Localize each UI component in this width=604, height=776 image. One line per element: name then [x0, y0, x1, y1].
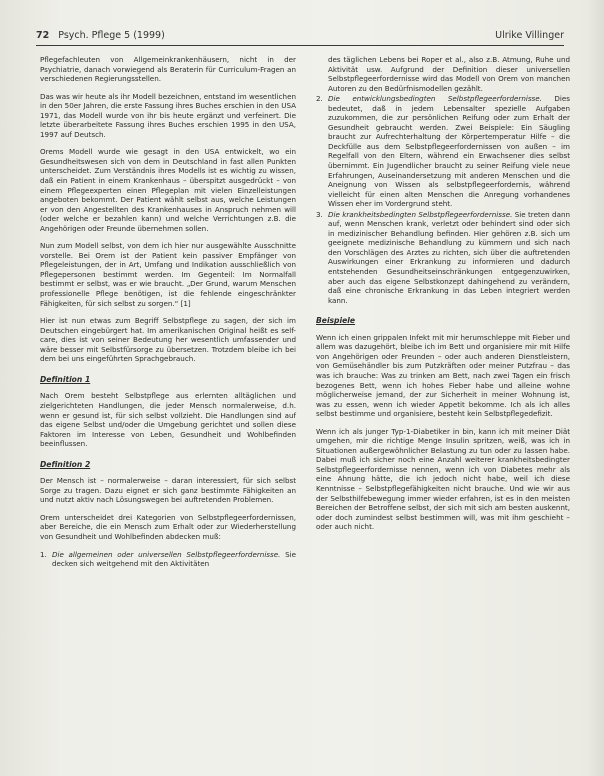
list-item-title: Die entwicklungsbedingten Selbstpflegeerfordernisse. — [328, 94, 542, 104]
examples-heading: Beispiele — [316, 316, 356, 326]
list-item — [316, 94, 570, 209]
example-paragraph: Wenn ich einen grippalen Infekt mit mir herumschleppe mit Fieber und allem was dazugehört, bleibe ich im Bett und organisiere mir mit Hilfe von Angehörigen oder Freunden – oder auch anderen Dienstleistern, von Gemüsehändler bis zum Putzkräften oder meiner Putzfrau – das was ich brauche: Was zu trinken am Bett, nach zwei Tagen ein frisch bezogenes Bett, wenn ich hohes Fieber habe und alleine wohne möglicherweise jemand, der zur Sicherheit in meiner Wohnung ist, was zu essen, wenn ich wieder Appetit bekomme. Ich als ich alles selbst bestimme und organisiere, besteht kein Selbstpflegedefizit. — [316, 332, 570, 419]
paragraph: Orems Modell wurde wie gesagt in den USA entwickelt, wo ein Gesundheitswesen sich von dem in Deutschland in fast allen Punkten unterscheidet. Zum Verständnis ihres Modells ist es wichtig zu wissen, daß ein Patient in einem Krankenhaus – überspitzt ausgedrückt – von einem Pflegeexperten einen Pflegeplan mit vielen Einzelleistungen angeboten bekommt. Der Patient wählt selbst aus, welche Leistungen er von den Angestellten des Krankenhauses in Anspruch nehmen will (oder welche er bezahlen kann) und welche Verrichtungen z.B. die Angehörigen oder Freunde übernehmen sollen. — [40, 147, 296, 233]
header-left — [36, 30, 165, 41]
list-item-continuation — [316, 55, 570, 93]
right-column — [316, 55, 570, 540]
paragraph: Hier ist nun etwas zum Begriff Selbstpflege zu sagen, der sich im Deutschen eingebürgert hat. Im amerikanischen Original heißt es self-care, dies ist von seiner Bedeutung her wesentlich umfassender und wäre besser mit Selbstfürsorge zu übersetzen. Trotzdem bleibe ich bei dem bei uns eingeführten Sprachgebrauch. — [40, 316, 296, 364]
definition-1-heading: Definition 1 — [40, 374, 91, 384]
list-item-text: Sie treten dann auf, wenn Menschen krank, verletzt oder behindert sind oder sich in medizinischer Behandlung befinden. Hier gehören z.B. sich um geeignete medizinische Behandlung zu kümmern und sich nach den Vorschlägen des Arztes zu richten, sich über die auftretenden Auswirkungen einer Erkrankung zu informieren und dadurch entstehenden Gesundheitseinschränkungen entgegenzuwirken, aber auch das eigene Selbstkonzept dahingehend zu verändern, daß eine chronische Erkrankung in das Leben integriert werden kann. — [328, 209, 570, 305]
list-number: 2. — [316, 94, 323, 104]
paragraph: Pflegefachleuten von Allgemeinkrankenhäusern, nicht in der Psychiatrie, danach vorwiegend als Beraterin für Curriculum-Fragen an verschiedenen Regierungsstellen. — [40, 55, 296, 84]
list-item-text: Dies bedeutet, daß in jedem Lebensalter spezielle Aufgaben zuzukommen, die zur persönlichen Reifung oder zum Erhalt der Gesundheit gebraucht werden. Zwei Beispiele: Ein Säugling braucht zur Aufrechterhaltung der Körpertemperatur Hilfe – die Deckfülle aus dem Selbstpflegeerfordernissen von außen – im Regelfall von den Eltern, während ein Erwachsener dies selbst übernimmt. Ein Jugendlicher braucht zu seiner Reifung viele neue Erfahrungen, Auseinandersetzung mit anderen Menschen und die Aneignung von Wissen als selbstpflegeerfordernis, während vielleicht für einen alten Menschen die Anregung vorhandenes Wissen eher im Vordergrund steht. — [328, 94, 570, 209]
list-item-title: Die allgemeinen oder universellen Selbstpflegeerfordernisse. — [52, 549, 281, 559]
list-number: 3. — [316, 209, 323, 219]
paragraph: Orem unterscheidet drei Kategorien von Selbstpflegeerfordernissen, aber Bereiche, die ein Mensch zum Erhalt oder zur Wiederherstellung von Gesundheit und Wohlbefinden abdecken muß: — [40, 512, 296, 541]
paragraph: Nun zum Modell selbst, von dem ich hier nur ausgewählte Ausschnitte vorstelle. Bei Orem ist der Patient kein passiver Empfänger von Pflegeleistungen, der in Art, Umfang und Indikation ausschließlich von Pflegepersonen bestimmt werden. Im Gegenteil: Im Normalfall bestimmt er selbst, was er wie braucht. „Der Grund, warum Menschen professionelle Pflege benötigen, ist die fehlende eingeschränkter Fähigkeiten, für sich selbst zu sorgen.“ [1] — [40, 241, 296, 308]
page-edge-shadow — [586, 0, 604, 776]
definition-2-text: Der Mensch ist – normalerweise – daran interessiert, für sich selbst Sorge zu tragen. Dazu eignet er sich ganz bestimmte Fähigkeiten an und nutzt aktiv nach Lösungswegen bei auftretenden Problemen. — [40, 476, 296, 505]
list-item-text: Sie decken sich weitgehend mit den Aktivitäten — [52, 549, 296, 569]
example-paragraph: Wenn ich als junger Typ-1-Diabetiker in bin, kann ich mit meiner Diät umgehen, mir die richtige Menge Insulin spritzen, weiß, was ich in Situationen außergewöhnlicher Belastung zu tun oder zu lassen habe. Dabei muß ich sicher noch eine Anzahl weiterer krankheitsbedingter Selbstpflegeerfordernisse nennen, wenn ich von Diabetes mehr als eine Ahnung hätte, die ich jedoch nicht habe, weil ich diese Kenntnisse – Selbstpflegefähigkeiten nicht brauche. Und wie wir aus der Selbsthilfebewegung immer wieder erfahren, ist es in den meisten Bereichen der Betroffene selbst, der sich mit sich am besten auskennt, oder doch zumindest selbst bestimmen will, was mit ihm geschieht – oder auch nicht. — [316, 426, 570, 532]
author-name: Ulrike Villinger — [495, 30, 564, 41]
running-title: Psych. Pflege 5 (1999) — [58, 30, 165, 41]
list-number: 1. — [40, 549, 47, 559]
list-item-title: Die krankheitsbedingten Selbstpflegeerfordernisse. — [328, 209, 513, 219]
header-rule — [36, 45, 564, 46]
requirements-list — [40, 550, 296, 569]
requirements-list-continued — [316, 55, 570, 305]
page-number: 72 — [36, 30, 50, 41]
list-item — [316, 210, 570, 305]
left-column — [40, 55, 296, 570]
definition-1-text: Nach Orem besteht Selbstpflege aus erlernten alltäglichen und zielgerichteten Handlungen, die jeder Mensch normalerweise, d.h. wenn er gesund ist, für sich selbst vollzieht. Die Handlungen sind auf das eigene Selbst und/oder die Umgebung gerichtet und sollen diese Faktoren im Interesse von Leben, Gesundheit und Wohlbefinden beeinflussen. — [40, 391, 296, 449]
list-item-text: des täglichen Lebens bei Roper et al., also z.B. Atmung, Ruhe und Aktivität usw. Aufgrund der Definition dieser universellen Selbstpflegeerfordernisse wird das Modell von Orem von manchen Autoren zu den Bedürfnismodellen gezählt. — [328, 55, 570, 93]
definition-2-heading: Definition 2 — [40, 459, 91, 469]
list-item — [40, 550, 296, 569]
running-header — [36, 30, 564, 44]
paragraph: Das was wir heute als ihr Modell bezeichnen, entstand im wesentlichen in den 50er Jahren, die erste Fassung ihres Buches erschien in den USA 1971, das Modell wurde von ihr bis heute ergänzt und verfeinert. Die letzte überarbeitete Fassung ihres Buches erschien 1995 in den USA, 1997 auf Deutsch. — [40, 91, 296, 139]
